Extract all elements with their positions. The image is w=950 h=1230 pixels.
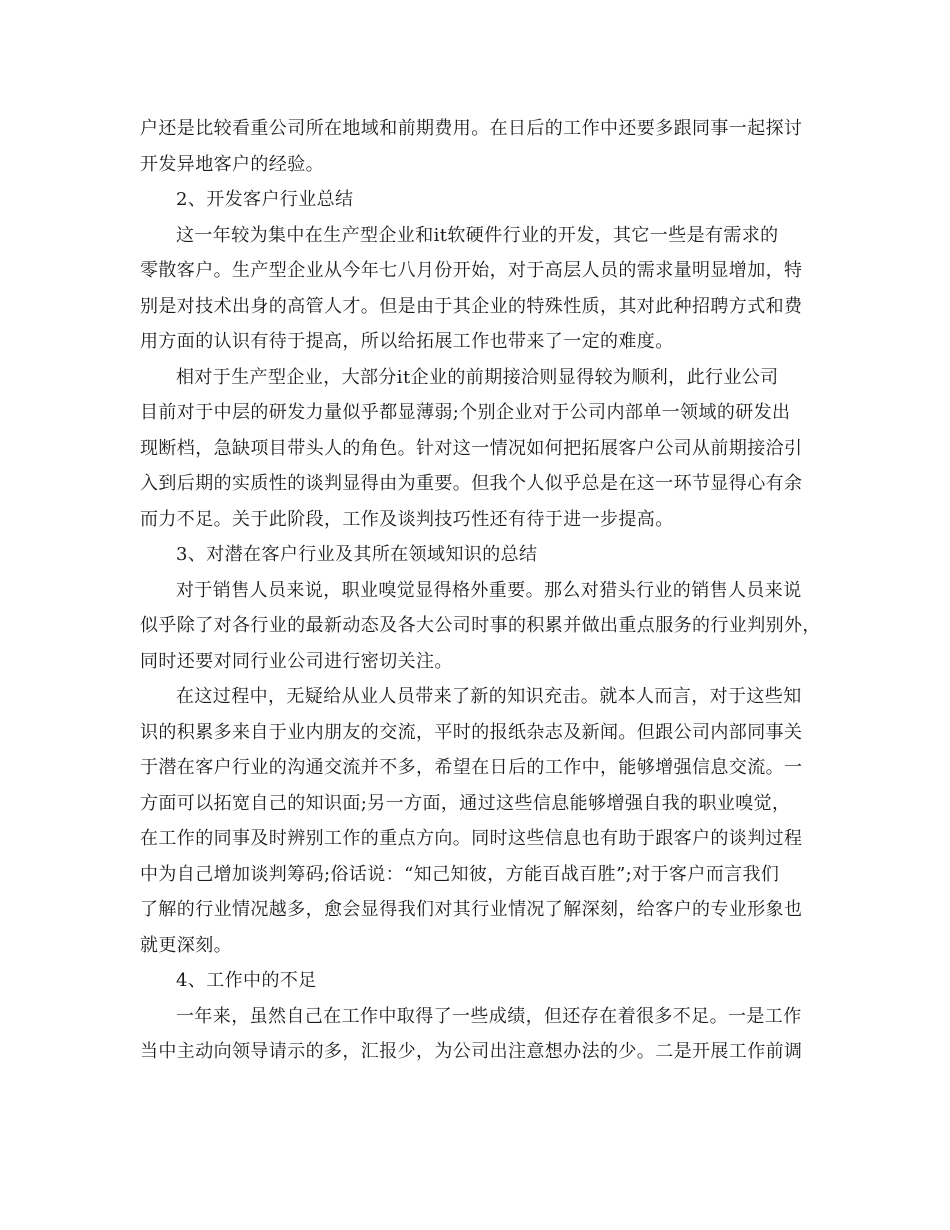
- text-line: 零散客户。生产型企业从今年七八月份开始，对于高层人员的需求量明显增加，特: [140, 260, 803, 281]
- text-line: 于潜在客户行业的沟通交流并不多，希望在日后的工作中，能够增强信息交流。一: [140, 757, 803, 778]
- text-line: 对于销售人员来说，职业嗅觉显得格外重要。那么对猎头行业的销售人员来说: [176, 579, 802, 601]
- text-line: 开发异地客户的经验。: [140, 153, 324, 175]
- text-line: 4、工作中的不足: [176, 970, 317, 991]
- text-line: 3、对潜在客户行业及其所在领域知识的总结: [176, 544, 538, 565]
- text-line: 用方面的认识有待于提高，所以给拓展工作也带来了一定的难度。: [140, 331, 674, 352]
- text-line: 识的积累多来自于业内朋友的交流，平时的报纸杂志及新闻。但跟公司内部同事关: [140, 721, 803, 743]
- text-line: 中为自己增加谈判筹码;俗话说：“知己知彼，方能百战百胜”;对于客户而言我们: [140, 863, 780, 885]
- text-line: 了解的行业情况越多，愈会显得我们对其行业情况了解深刻，给客户的专业形象也: [140, 899, 803, 920]
- document-body: [140, 111, 820, 1070]
- text-line: 别是对技术出身的高管人才。但是由于其企业的特殊性质，其对此种招聘方式和费: [140, 295, 803, 317]
- text-line: 方面可以拓宽自己的知识面;另一方面，通过这些信息能够增强自我的职业嗅觉，: [140, 792, 791, 814]
- text-line: 一年来，虽然自己在工作中取得了一些成绩，但还存在着很多不足。一是工作: [176, 1005, 802, 1027]
- text-line: 入到后期的实质性的谈判显得由为重要。但我个人似乎总是在这一环节显得心有余: [140, 473, 803, 494]
- text-line: 相对于生产型企业，大部分it企业的前期接洽则显得较为顺利，此行业公司: [176, 366, 779, 388]
- text-line: 似乎除了对各行业的最新动态及各大公司时事的积累并做出重点服务的行业判别外，: [140, 615, 821, 636]
- text-line: 当中主动向领导请示的多，汇报少，为公司出注意想办法的少。二是开展工作前调: [140, 1041, 803, 1062]
- text-line: 在这过程中，无疑给从业人员带来了新的知识充击。就本人而言，对于这些知: [176, 686, 802, 707]
- text-line: 在工作的同事及时辨别工作的重点方向。同时这些信息也有助于跟客户的谈判过程: [140, 828, 803, 849]
- text-line: 这一年较为集中在生产型企业和it软硬件行业的开发，其它一些是有需求的: [176, 224, 779, 246]
- text-line: 现断档，急缺项目带头人的角色。针对这一情况如何把拓展客户公司从前期接洽引: [140, 437, 803, 459]
- text-line: 同时还要对同行业公司进行密切关注。: [140, 650, 453, 672]
- text-line: 目前对于中层的研发力量似乎都显薄弱;个别企业对于公司内部单一领域的研发出: [140, 402, 791, 423]
- text-line: 而力不足。关于此阶段，工作及谈判技巧性还有待于进一步提高。: [140, 508, 674, 530]
- text-line: 户还是比较看重公司所在地域和前期费用。在日后的工作中还要多跟同事一起探讨: [140, 118, 803, 139]
- text-line: 2、开发客户行业总结: [176, 189, 354, 210]
- text-line: 就更深刻。: [140, 934, 232, 956]
